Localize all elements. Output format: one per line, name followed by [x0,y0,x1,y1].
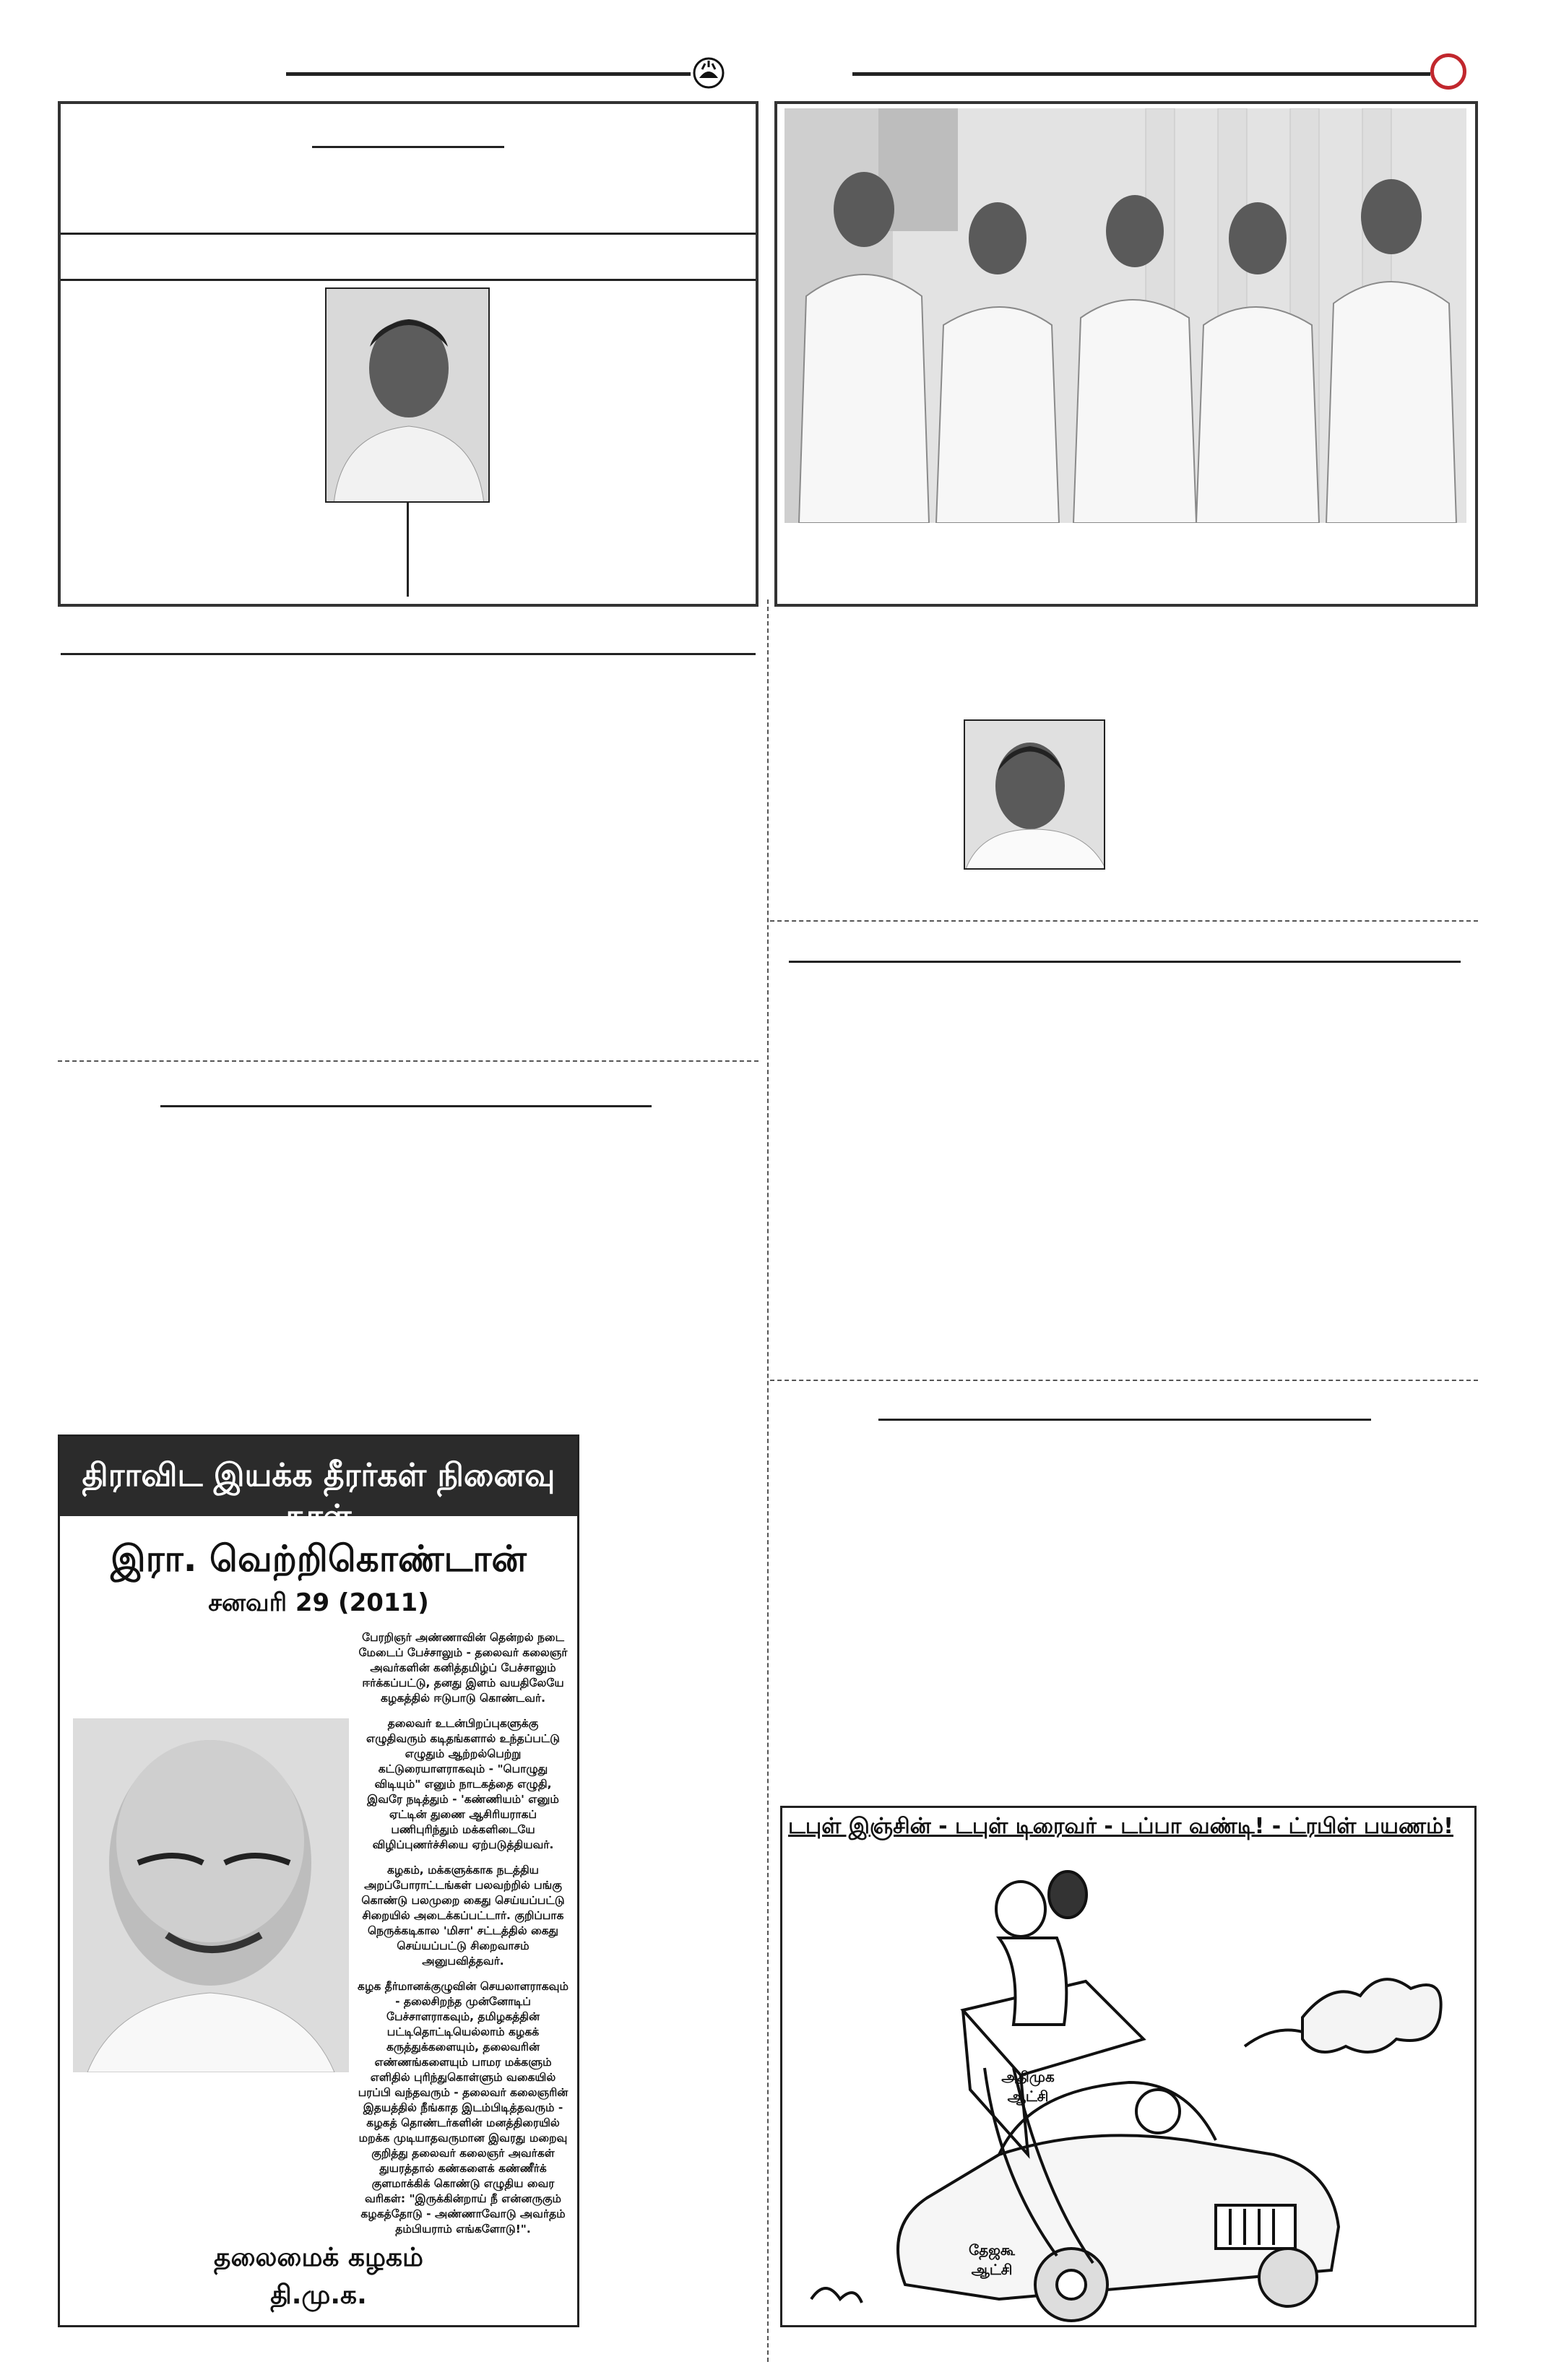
memorial-notice [58,1435,579,2327]
section-divider [58,1060,758,1062]
memorial-footer-line2: தி.மு.க. [270,2280,367,2310]
memorial-paragraph: பேரறிஞர் அண்ணாவின் தென்றல் நடை மேடைப் பேச்சாலும் - தலைவர் கலைஞர் அவர்களின் கனித்தமிழ்ப் பேச்சாலும் ஈர்க்கப்பட்டு, தனது இளம் வயதிலேயே கழகத்தில் ஈடுபாடு கொண்டவர். [358,1631,568,1705]
portrait-photo [325,287,490,503]
memorial-portrait [73,1718,349,2072]
article-title-rule [61,653,756,655]
header-rule-right [852,72,1430,76]
article-title-rule [878,1419,1371,1421]
group-photo [785,108,1466,523]
memorial-banner-text: திராவிட இயக்க தீரர்கள் நினைவு நாள் [82,1457,556,1535]
memorial-date: சனவரி 29 (2011) [208,1588,429,1617]
memorial-footer-line1: தலைமைக் கழகம் [214,2243,423,2272]
portrait-photo-small [964,719,1105,870]
photo-caption-pointer [407,503,409,597]
cartoon-label-box: அதிமுக ஆட்சி [1001,2068,1055,2105]
cartoon-drawing [782,1851,1474,2325]
article-divider [61,279,756,281]
article-divider [61,233,756,235]
memorial-paragraph: கழகம், மக்களுக்காக நடத்திய அறப்போராட்டங்கள் பலவற்றில் பங்கு கொண்டு பலமுறை கைது செய்யப்பட்டு சிறையில் அடைக்கப்பட்டார். குறிப்பாக நெருக்கடிகால 'மிசா' சட்டத்தில் கைது செய்யப்பட்டு சிறைவாசம் அனுபவித்தவர். [361,1864,565,1968]
cartoon-caption: டபுள் இஞ்சின் - டபுள் டிரைவர் - டப்பா வண்டி! - ட்ரபிள் பயணம்! [788,1814,1453,1839]
memorial-paragraph: கழக தீர்மானக்குழுவின் செயலாளராகவும் - தலைசிறந்த முன்னோடிப் பேச்சாளராகவும், தமிழகத்தின் பட்டிதொட்டியெல்லாம் கழகக் கருத்துக்களையும், தலைவரின் எண்ணங்களையும் பாமர மக்களும் எளிதில் புரிந்துகொள்ளும் வகையில் பரப்பி வந்தவரும் - தலைவர் கலைஞரின் இதயத்தில் நீங்காத இடம்பிடித்தவரும் - கழகத் தொண்டர்களின் மனத்திரையில் மறக்க முடியாதவருமான இவரது மறைவு குறித்து தலைவர் கலைஞர் அவர்கள் துயரத்தால் கண்களைக் கண்ணீர்க் குளமாக்கிக் கொண்டு எழுதிய வைர வரிகள்: "இருக்கின்றாய் நீ என்னருகும் கழகத்தோடு - அண்ணாவோடு அவர்தம் தம்பியராம் எங்களோடு!". [358,1980,569,2236]
memorial-name: இரா. வெற்றிகொண்டான் [111,1538,527,1580]
header-rule-left [286,72,691,76]
page-number-circle [1430,53,1466,90]
cartoon-label-car: தேஜகூ ஆட்சி [969,2241,1015,2278]
rising-sun-emblem-icon [692,56,725,90]
column-divider [767,600,769,2362]
cartoon-panel [780,1806,1477,2327]
section-divider [770,1380,1478,1381]
memorial-paragraph: தலைவர் உடன்பிறப்புகளுக்கு எழுதிவரும் கடிதங்களால் உந்தப்பட்டு எழுதும் ஆற்றல்பெற்று கட்டுரையாளராகவும் - "பொழுது விடியும்" எனும் நாடகத்தை எழுதி, இவரே நடித்தும் - 'கண்ணியம்' எனும் ஏட்டின் துணை ஆசிரியராகப் பணிபுரிந்தும் மக்களிடையே விழிப்புணர்ச்சியை ஏற்படுத்தியவர். [366,1717,560,1851]
article-title-rule [789,961,1461,963]
memorial-body [356,1630,570,2247]
article-title-rule [160,1105,652,1107]
memorial-banner [60,1437,577,1535]
section-divider [770,920,1478,922]
article-title-rule [312,146,504,148]
